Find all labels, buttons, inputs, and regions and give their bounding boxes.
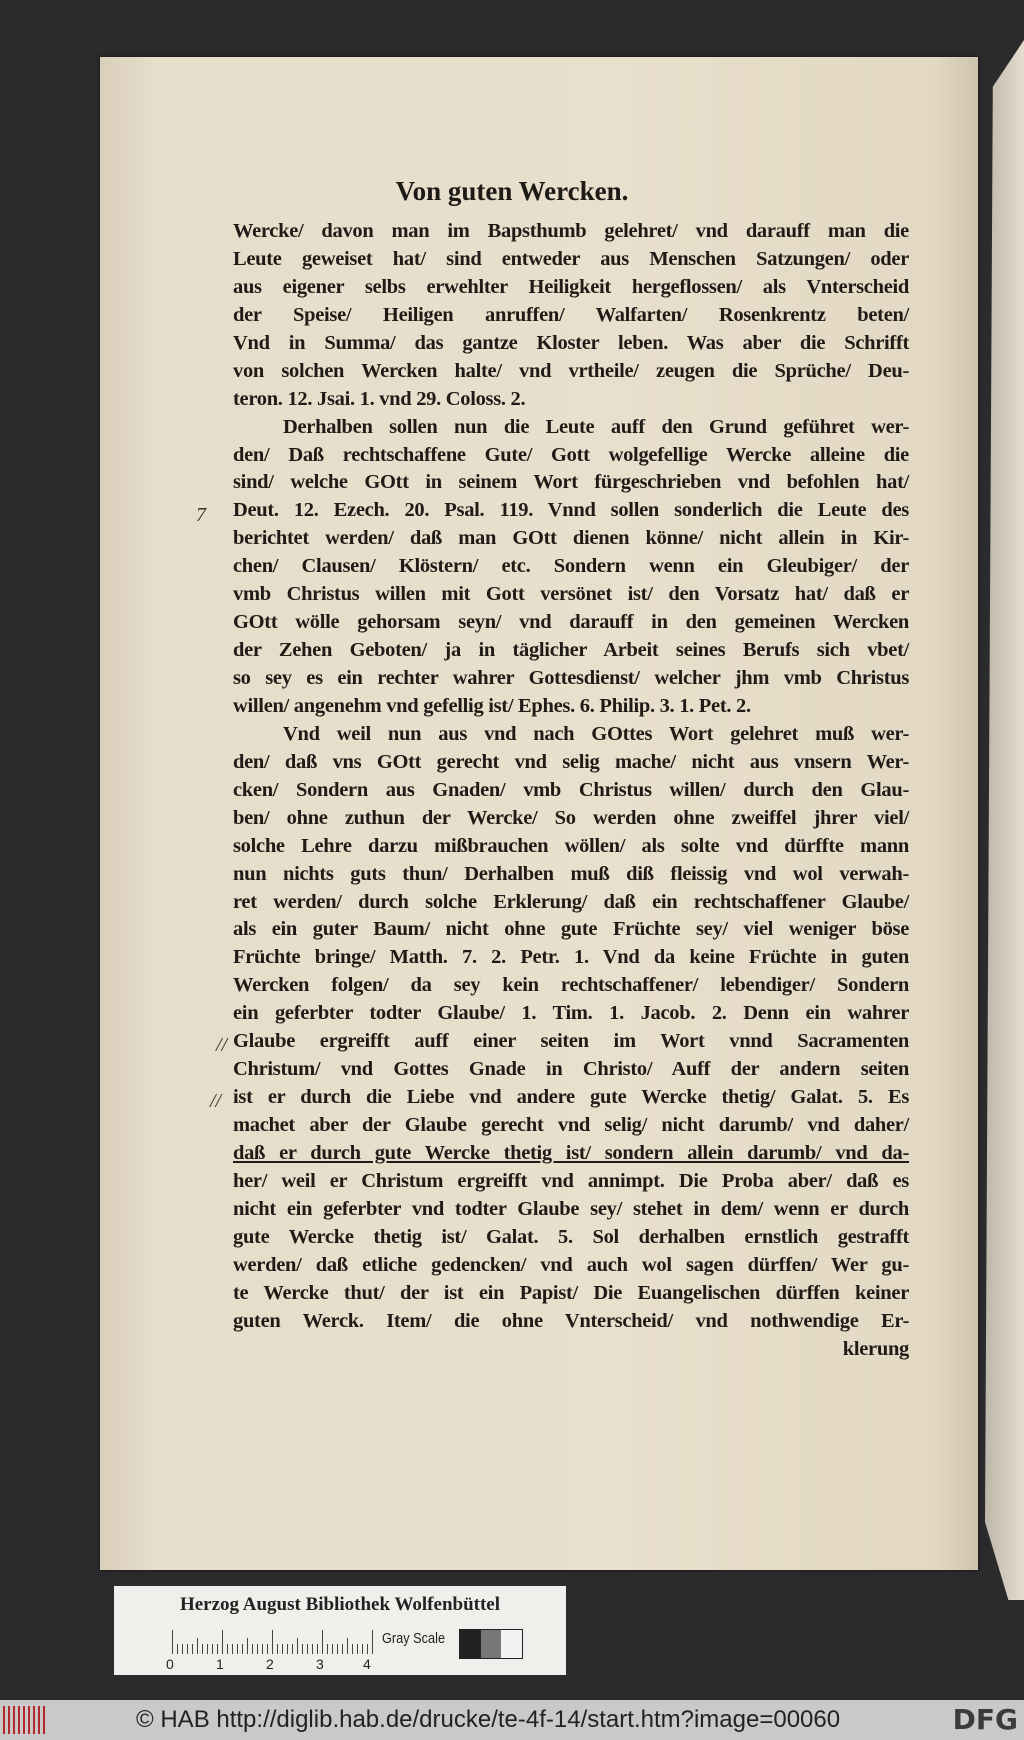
- body-text: [233, 218, 909, 1363]
- ruler-tick: [182, 1644, 183, 1654]
- text-line: solche Lehre darzu mißbrauchen wöllen/ als solte vnd dürffte mann: [233, 834, 909, 857]
- text-line: klerung: [842, 1337, 909, 1360]
- gray-scale-swatch: [459, 1629, 523, 1659]
- text-line: chen/ Clausen/ Klöstern/ etc. Sondern wenn ein Gleubiger/ der: [233, 555, 909, 578]
- text-line: Vnd weil nun aus vnd nach GOttes Wort gelehret muß wer-: [283, 722, 909, 745]
- ruler-tick: [192, 1644, 193, 1654]
- ruler-tick: [297, 1638, 298, 1654]
- text-line: aus eigener selbs erwehlter Heiligkeit hergeflossen/ als Vnterscheid: [233, 275, 909, 298]
- gray-scale-label: Gray Scale: [382, 1630, 446, 1647]
- text-line: teron. 12. Jsai. 1. vnd 29. Coloss. 2.: [233, 387, 526, 410]
- text-line: Christum/ vnd Gottes Gnade in Christo/ Auff der andern seiten: [233, 1058, 909, 1081]
- text-line: willen/ angenehm vnd gefellig ist/ Ephes. 6. Philip. 3. 1. Pet. 2.: [233, 694, 751, 717]
- ruler-number: 4: [363, 1656, 371, 1672]
- ruler-tick: [277, 1644, 278, 1654]
- ruler-tick: [362, 1644, 363, 1654]
- text-line: der Speise/ Heiligen anruffen/ Walfarten/ Rosenkrentz beten/: [233, 303, 909, 326]
- ruler-number: 3: [316, 1656, 324, 1672]
- ruler-number: 0: [166, 1656, 174, 1672]
- text-line: Früchte bringe/ Matth. 7. 2. Petr. 1. Vnd da keine Früchte in guten: [233, 946, 909, 969]
- text-line: te Wercke thut/ der ist ein Papist/ Die Euangelischen dürffen keiner: [233, 1281, 909, 1304]
- text-line: cken/ Sondern aus Gnaden/ vmb Christus willen/ durch den Glau-: [233, 778, 909, 801]
- ruler-tick: [187, 1644, 188, 1654]
- ruler-tick: [212, 1644, 213, 1654]
- ruler-tick: [222, 1630, 223, 1654]
- dfg-logo: DFG: [952, 1703, 1018, 1736]
- ruler-tick: [332, 1644, 333, 1654]
- text-line: so sey es ein rechter wahrer Gottesdienst/ welcher jhm vmb Christus: [233, 667, 909, 689]
- text-line: der Zehen Geboten/ ja in täglicher Arbeit seines Berufs sich vbet/: [233, 639, 909, 662]
- ruler-tick: [227, 1644, 228, 1654]
- text-line: ist er durch die Liebe vnd andere gute Wercke thetig/ Galat. 5. Es: [233, 1086, 909, 1109]
- ruler-tick: [247, 1638, 248, 1654]
- text-line: Wercke/ davon man im Bapsthumb gelehret/ vnd darauff man die: [233, 220, 909, 242]
- text-line: daß er durch gute Wercke thetig ist/ sondern allein darumb/ vnd da-: [233, 1141, 909, 1164]
- text-line: Deut. 12. Ezech. 20. Psal. 119. Vnnd sollen sonderlich die Leute des: [233, 499, 909, 522]
- ruler-tick: [232, 1644, 233, 1654]
- ruler: [172, 1630, 372, 1654]
- text-line: Glaube ergreifft auff einer seiten im Wort vnnd Sacramenten: [233, 1030, 909, 1053]
- ruler-tick: [327, 1644, 328, 1654]
- source-url[interactable]: © HAB http://diglib.hab.de/drucke/te-4f-14/start.htm?image=00060: [136, 1706, 841, 1733]
- text-line: guten Werck. Item/ die ohne Vnterscheid/ vnd nothwendige Er-: [233, 1309, 909, 1332]
- swatch-white: [501, 1630, 522, 1658]
- ruler-tick: [267, 1644, 268, 1654]
- ruler-tick: [262, 1644, 263, 1654]
- ruler-tick: [337, 1644, 338, 1654]
- text-line: als ein guter Baum/ nicht ohne gute Früchte sey/ viel weniger böse: [233, 918, 909, 941]
- swatch-black: [460, 1630, 481, 1658]
- footer-bar: [0, 1700, 1024, 1740]
- ruler-tick: [357, 1644, 358, 1654]
- text-line: den/ Daß rechtschaffene Gute/ Gott wolgefellige Wercke alleine die: [233, 443, 909, 466]
- ruler-tick: [197, 1638, 198, 1654]
- text-line: werden/ daß etliche gedencken/ vnd auch wol sagen dürffen/ Wer gu-: [233, 1253, 909, 1276]
- next-page-edge: [985, 40, 1024, 1600]
- hab-logo-icon: [3, 1706, 45, 1734]
- ruler-tick: [307, 1644, 308, 1654]
- ruler-number: 1: [216, 1656, 224, 1672]
- text-line: machet aber der Glaube gerecht vnd selig/ nicht darumb/ vnd daher/: [233, 1114, 909, 1136]
- ruler-tick: [352, 1644, 353, 1654]
- text-line: Leute geweiset hat/ sind entweder aus Menschen Satzungen/ oder: [233, 247, 909, 270]
- ruler-tick: [177, 1644, 178, 1654]
- ruler-tick: [287, 1644, 288, 1654]
- text-line: ben/ ohne zuthun der Wercke/ So werden ohne zweiffel jhrer viel/: [233, 806, 909, 829]
- page-heading: Von guten Wercken.: [395, 176, 629, 206]
- text-line: berichtet werden/ daß man GOtt dienen könne/ nicht allein in Kir-: [233, 527, 909, 550]
- ruler-tick: [302, 1644, 303, 1654]
- ruler-number: 2: [266, 1656, 274, 1672]
- ruler-tick: [292, 1644, 293, 1654]
- text-line: ret werden/ durch solche Erklerung/ daß ein rechtschaffener Glaube/: [233, 890, 909, 913]
- text-line: her/ weil er Christum ergreifft vnd annimpt. Die Proba aber/ daß es: [233, 1169, 909, 1192]
- ruler-tick: [202, 1644, 203, 1654]
- ruler-tick: [237, 1644, 238, 1654]
- ruler-tick: [367, 1644, 368, 1654]
- ruler-tick: [282, 1644, 283, 1654]
- ruler-tick: [317, 1644, 318, 1654]
- text-line: Derhalben sollen nun die Leute auff den Grund geführet wer-: [283, 415, 909, 438]
- ruler-tick: [272, 1630, 273, 1654]
- margin-note: 7: [196, 504, 206, 526]
- text-line: von solchen Wercken halte/ vnd vrtheile/ zeugen die Sprüche/ Deu-: [233, 359, 909, 382]
- library-name: Herzog August Bibliothek Wolfenbüttel: [179, 1594, 501, 1615]
- ruler-tick: [372, 1630, 373, 1654]
- text-line: GOtt wölle gehorsam seyn/ vnd darauff in den gemeinen Wercken: [233, 611, 909, 634]
- ruler-tick: [207, 1644, 208, 1654]
- text-line: gute Wercke thetig ist/ Galat. 5. Sol derhalben ernstlich gestrafft: [233, 1225, 909, 1248]
- ruler-tick: [312, 1644, 313, 1654]
- ruler-tick: [172, 1630, 173, 1654]
- margin-note: //: [216, 1034, 228, 1056]
- text-line: nun nichts guts thun/ Derhalben muß diß fleissig vnd wol verwah-: [233, 862, 909, 885]
- margin-note: //: [210, 1090, 222, 1112]
- ruler-tick: [242, 1644, 243, 1654]
- text-line: Vnd in Summa/ das gantze Kloster leben. Was aber die Schrifft: [233, 331, 909, 354]
- ruler-tick: [257, 1644, 258, 1654]
- ruler-tick: [347, 1638, 348, 1654]
- text-line: nicht ein geferbter vnd todter Glaube sey/ stehet in dem/ wenn er durch: [233, 1197, 909, 1220]
- text-line: sind/ welche GOtt in seinem Wort fürgeschrieben vnd befohlen hat/: [233, 471, 909, 494]
- ruler-tick: [342, 1644, 343, 1654]
- library-color-chart: [114, 1586, 566, 1675]
- ruler-tick: [252, 1644, 253, 1654]
- text-line: vmb Christus willen mit Gott versönet ist/ den Vorsatz hat/ daß er: [233, 583, 909, 606]
- swatch-gray: [481, 1630, 502, 1658]
- ruler-tick: [322, 1630, 323, 1654]
- text-line: den/ daß vns GOtt gerecht vnd selig mache/ nicht aus vnsern Wer-: [233, 750, 909, 773]
- text-line: ein geferbter todter Glaube/ 1. Tim. 1. Jacob. 2. Denn ein wahrer: [233, 1002, 909, 1025]
- text-line: Wercken folgen/ da sey kein rechtschaffener/ lebendiger/ Sondern: [233, 974, 909, 997]
- ruler-tick: [217, 1644, 218, 1654]
